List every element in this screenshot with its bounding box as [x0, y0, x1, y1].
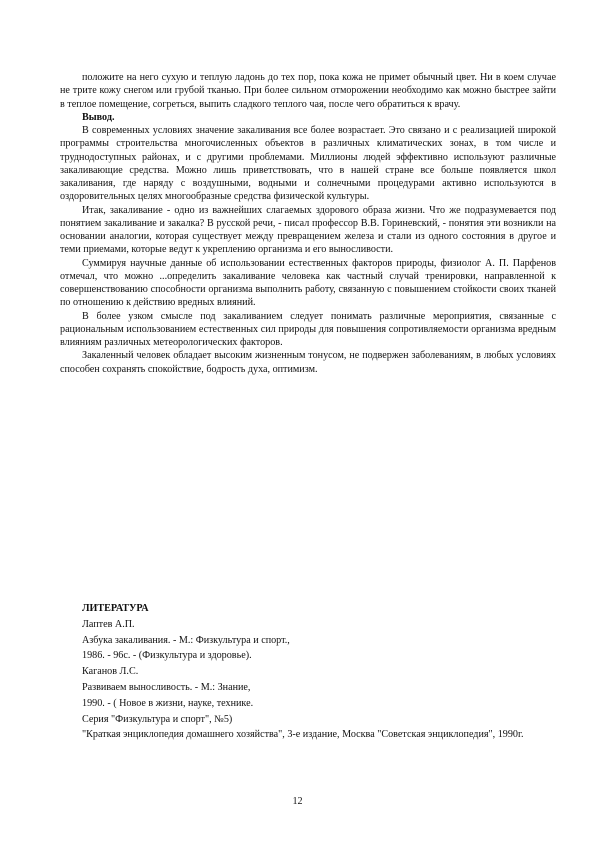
conclusion-paragraph-1: В современных условиях значение закаливания все более возрастает. Это связано и с реализацией широкой программы строительства многочисленных объектов в различных климатических зонах, в том числе и труднодоступных районах, и с другими проблемами. Миллионы людей эффективно используют различные закаливающие средства. Можно лишь приветствовать, что в нашей стране все больше появляется школ закаливания, где наряду с воздушными, водными и солнечными процедурами активно используются в оздоровительных целях многообразные средства физической культуры.: [60, 125, 556, 203]
literature-line: 1990. - ( Новое в жизни, науке, технике.: [82, 697, 254, 709]
conclusion-paragraph-2: Итак, закаливание - одно из важнейших слагаемых здорового образа жизни. Что же подразумевается под понятием закаливание и закалка? В русской речи, - писал профессор В.В. Гориневский, - понятия эти возникли на основании аналогии, которая существует между превращением железа и стали из одного состояния в другое и теми приемами, которые ведут к укреплению организма и его выносливости.: [60, 204, 556, 256]
literature-line: 1986. - 96с. - (Физкультура и здоровье).: [82, 650, 252, 662]
conclusion-paragraph-3: Суммируя научные данные об использовании естественных факторов природы, физиолог А. П. Парфенов отмечал, что можно ...определить закаливание человека как частный случай тренировки, направленной к совершенствованию способности организма выполнить работу, связанную с повышением стойкости своих тканей по отношению к действию вредных влияний.: [60, 257, 556, 309]
literature-line: "Краткая энциклопедия домашнего хозяйства", 3-е издание, Москва "Советская энциклопедия", 1990г.: [82, 729, 524, 741]
literature-line: Лаптев А.П.: [82, 618, 135, 630]
literature-line: Каганов Л.С.: [82, 666, 139, 678]
literature-line: Развиваем выносливость. - М.: Знание,: [82, 681, 251, 693]
literature-title: ЛИТЕРАТУРА: [82, 603, 149, 614]
body-text: [60, 71, 556, 376]
conclusion-heading: Вывод.: [82, 111, 115, 123]
intro-paragraph: положите на него сухую и теплую ладонь до тех пор, пока кожа не примет обычный цвет. Ни в коем случае не трите кожу снегом или грубой тканью. При более сильном отморожении необходимо как можно быстрее зайти в теплое помещение, согреться, выпить сладкого теплого чая, после чего обратиться к врачу.: [60, 72, 556, 110]
conclusion-paragraph-5: Закаленный человек обладает высоким жизненным тонусом, не подвержен заболеваниям, в любых условиях способен сохранять спокойствие, бодрость духа, оптимизм.: [60, 350, 556, 375]
literature-section: [60, 601, 556, 743]
conclusion-paragraph-4: В более узком смысле под закаливанием следует понимать различные мероприятия, связанные с рациональным использованием естественных сил природы для повышения сопротивляемости организма вредным влияниям различных метеорологических факторов.: [60, 310, 556, 348]
page-number: 12: [292, 796, 303, 807]
literature-line: Серия "Физкультура и спорт", №5): [82, 713, 233, 725]
literature-line: Азбука закаливания. - М.: Физкультура и спорт.,: [82, 634, 290, 646]
